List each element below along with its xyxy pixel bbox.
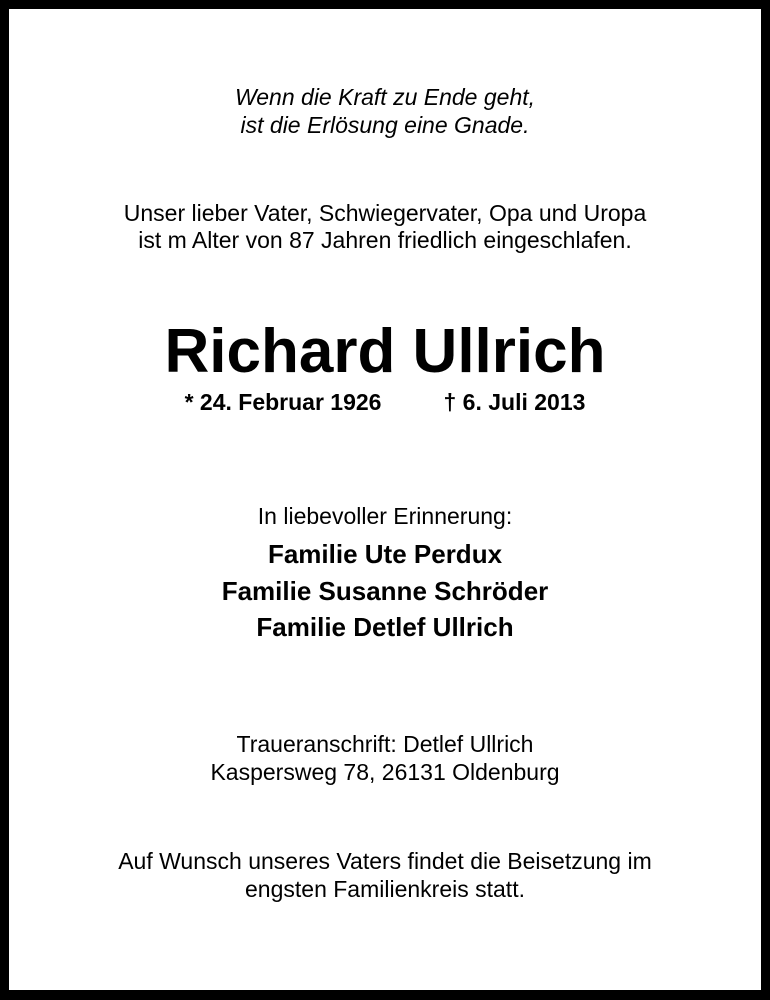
intro-line-1: Unser lieber Vater, Schwiegervater, Opa und Uropa [123,200,647,226]
mourner-family: Familie Susanne Schröder [221,576,549,606]
mourner-family: Familie Ute Perdux [267,539,503,569]
birth-date: * 24. Februar 1926 [184,389,382,415]
closing-line-1: Auf Wunsch unseres Vaters findet die Beisetzung im [118,848,652,874]
quote-line-1: Wenn die Kraft zu Ende geht, [234,84,536,110]
quote-line-2: ist die Erlösung eine Gnade. [240,112,530,138]
address-line-2: Kaspersweg 78, 26131 Oldenburg [210,759,560,785]
life-dates [0,391,770,414]
death-date: † 6. Juli 2013 [443,389,586,415]
deceased-name: Richard Ullrich [164,317,606,386]
intro-line-2: ist m Alter von 87 Jahren friedlich eingeschlafen. [138,227,632,253]
mourners-heading: In liebevoller Erinnerung: [257,503,513,529]
closing-line-2: engsten Familienkreis statt. [245,876,525,902]
mourner-family: Familie Detlef Ullrich [256,612,514,642]
address-line-1: Traueranschrift: Detlef Ullrich [236,731,534,757]
